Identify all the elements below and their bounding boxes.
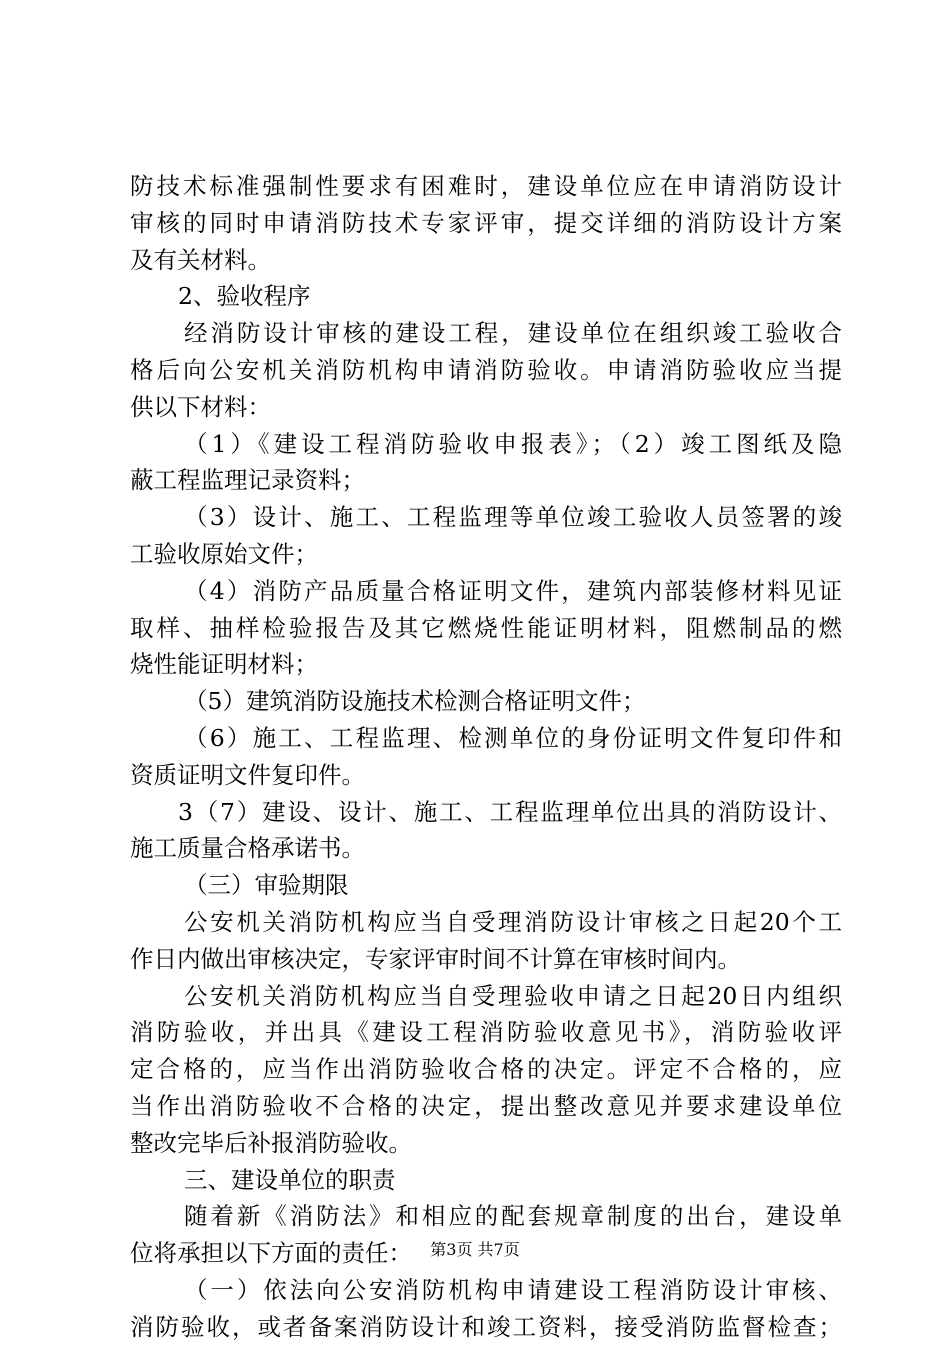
text-line: 施工质量合格承诺书。 [130,834,365,863]
text-line: 供以下材料： [130,392,271,421]
text-line: （6）施工、工程监理、检测单位的身份证明文件复印件和 [184,723,842,752]
text-line: 经消防设计审核的建设工程，建设单位在组织竣工验收合 [184,319,842,348]
text-line: （三）审验期限 [184,871,349,900]
text-line: 公安机关消防机构应当自受理验收申请之日起20日内组织 [184,981,842,1010]
text-line: 公安机关消防机构应当自受理消防设计审核之日起20个工 [184,907,842,936]
text-line: 位将承担以下方面的责任： [130,1239,412,1268]
text-line: （1）《建设工程消防验收申报表》；（2）竣工图纸及隐 [184,429,842,458]
text-line: 格后向公安机关消防机构申请消防验收。申请消防验收应当提 [130,355,842,384]
text-line: 工验收原始文件； [130,539,318,568]
page-footer: 第3页 共7页 [430,1240,520,1259]
text-line: （一）依法向公安消防机构申请建设工程消防设计审核、 [184,1275,842,1304]
text-line: （3）设计、施工、工程监理等单位竣工验收人员签署的竣 [184,503,842,532]
text-line: 三、建设单位的职责 [184,1165,396,1194]
text-line: 及有关材料。 [130,245,271,274]
text-line: 资质证明文件复印件。 [130,760,365,789]
text-line: 整改完毕后补报消防验收。 [130,1128,412,1157]
text-line: 审核的同时申请消防技术专家评审，提交详细的消防设计方案 [130,208,842,237]
text-line: 2、验收程序 [178,282,311,311]
text-line: 当作出消防验收不合格的决定，提出整改意见并要求建设单位 [130,1091,842,1120]
body-text [130,168,842,1346]
text-line: 消防验收，或者备案消防设计和竣工资料，接受消防监督检查； [130,1312,842,1341]
text-line: （5）建筑消防设施技术检测合格证明文件； [184,687,646,716]
text-line: 消防验收，并出具《建设工程消防验收意见书》，消防验收评 [130,1018,842,1047]
text-line: （4）消防产品质量合格证明文件，建筑内部装修材料见证 [184,576,842,605]
text-line: 防技术标准强制性要求有困难时，建设单位应在申请消防设计 [130,172,842,200]
text-line: 3（7）建设、设计、施工、工程监理单位出具的消防设计、 [178,797,842,826]
text-line: 烧性能证明材料； [130,650,318,679]
text-line: 定合格的，应当作出消防验收合格的决定。评定不合格的，应 [130,1055,842,1084]
text-line: 蔽工程监理记录资料； [130,466,365,495]
text-line: 随着新《消防法》和相应的配套规章制度的出台，建设单 [184,1202,842,1231]
text-line: 作日内做出审核决定，专家评审时间不计算在审核时间内。 [130,944,741,973]
text-line: 取样、抽样检验报告及其它燃烧性能证明材料，阻燃制品的燃 [130,613,842,642]
